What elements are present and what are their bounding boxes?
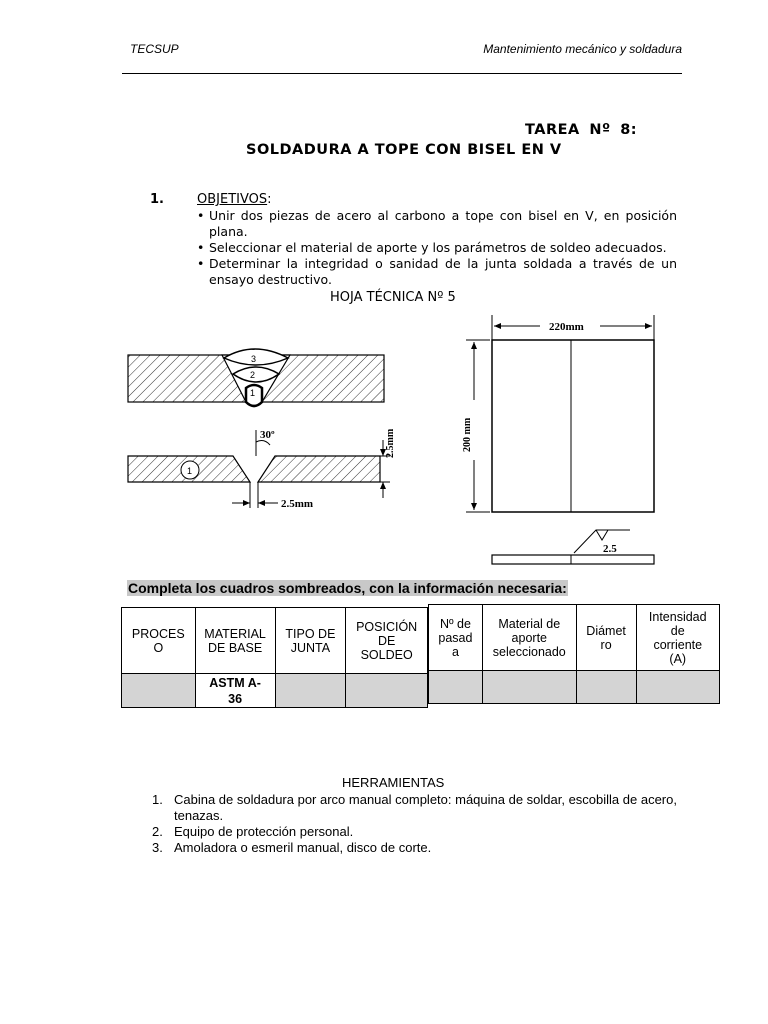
gap-dimension: 2.5mm bbox=[281, 498, 314, 510]
table-header-tipo-junta: TIPO DE JUNTA bbox=[275, 608, 346, 674]
objective-item: • Determinar la integridad o sanidad de la junta soldada a través de un ensayo destructivo. bbox=[197, 256, 677, 288]
cell-material-base: ASTM A- 36 bbox=[195, 674, 275, 708]
tools-list bbox=[152, 792, 677, 856]
table-header-posicion: POSICIÓN DE SOLDEO bbox=[346, 608, 428, 674]
width-dimension: 220mm bbox=[549, 321, 584, 333]
objectives-number: 1. bbox=[150, 192, 164, 207]
cell-posicion-input[interactable] bbox=[346, 674, 428, 708]
tool-text: Amoladora o esmeril manual, disco de corte. bbox=[174, 840, 432, 855]
bevel-preparation bbox=[128, 428, 396, 510]
angle-label: 30º bbox=[260, 429, 275, 441]
table-header-proceso: PROCES O bbox=[122, 608, 196, 674]
tool-item bbox=[152, 792, 677, 824]
pass-label-3: 3 bbox=[251, 354, 257, 364]
table-header-diametro: Diámet ro bbox=[576, 605, 636, 671]
cell-pasadas-input[interactable] bbox=[429, 671, 483, 704]
table-right bbox=[428, 604, 720, 704]
tools-heading: HERRAMIENTAS bbox=[342, 775, 445, 790]
side-dimension: 2.5 bbox=[603, 543, 617, 555]
objective-item: • Unir dos piezas de acero al carbono a tope con bisel en V, en posición plana. bbox=[197, 208, 677, 240]
sheet-title: HOJA TÉCNICA Nº 5 bbox=[330, 290, 456, 305]
pass-label-1: 1 bbox=[250, 388, 256, 398]
tool-number: 1. bbox=[152, 792, 163, 807]
tool-number: 2. bbox=[152, 824, 163, 839]
cell-diametro-input[interactable] bbox=[576, 671, 636, 704]
instruction-text: Completa los cuadros sombreados, con la información necesaria: bbox=[128, 580, 567, 596]
piece-label: 1 bbox=[187, 466, 193, 476]
table-header-pasadas: Nº de pasad a bbox=[429, 605, 483, 671]
cell-tipo-junta-input[interactable] bbox=[275, 674, 346, 708]
length-dimension: 200 mm bbox=[462, 417, 473, 452]
task-title: SOLDADURA A TOPE CON BISEL EN V bbox=[246, 142, 562, 158]
cell-material-aporte-input[interactable] bbox=[482, 671, 576, 704]
tool-item bbox=[152, 840, 677, 856]
tool-text: Equipo de protección personal. bbox=[174, 824, 354, 839]
plate-side-view bbox=[492, 530, 654, 564]
tool-text: Cabina de soldadura por arco manual completo: máquina de soldar, escobilla de acero, tenazas. bbox=[174, 792, 677, 823]
table-header-material-aporte: Material de aporte seleccionado bbox=[482, 605, 576, 671]
objectives-heading-text: OBJETIVOS bbox=[197, 192, 268, 207]
table-header-intensidad: Intensidad de corriente (A) bbox=[636, 605, 719, 671]
height-dimension: 2.5mm bbox=[385, 428, 396, 458]
tools-section bbox=[152, 792, 677, 856]
plate-plan-view bbox=[462, 315, 654, 512]
header-left: TECSUP bbox=[130, 42, 179, 56]
pass-label-2: 2 bbox=[250, 370, 256, 380]
weld-cross-section bbox=[128, 349, 384, 406]
objectives-heading: OBJETIVOS: bbox=[197, 192, 272, 207]
header-right: Mantenimiento mecánico y soldadura bbox=[483, 42, 682, 56]
cell-proceso-input[interactable] bbox=[122, 674, 196, 708]
tool-item bbox=[152, 824, 677, 840]
tool-number: 3. bbox=[152, 840, 163, 855]
table-header-material-base: MATERIAL DE BASE bbox=[195, 608, 275, 674]
objective-item: • Seleccionar el material de aporte y los parámetros de soldeo adecuados. bbox=[197, 240, 677, 256]
table-left bbox=[121, 607, 428, 708]
cell-intensidad-input[interactable] bbox=[636, 671, 719, 704]
task-number: TAREA Nº 8: bbox=[525, 122, 638, 138]
